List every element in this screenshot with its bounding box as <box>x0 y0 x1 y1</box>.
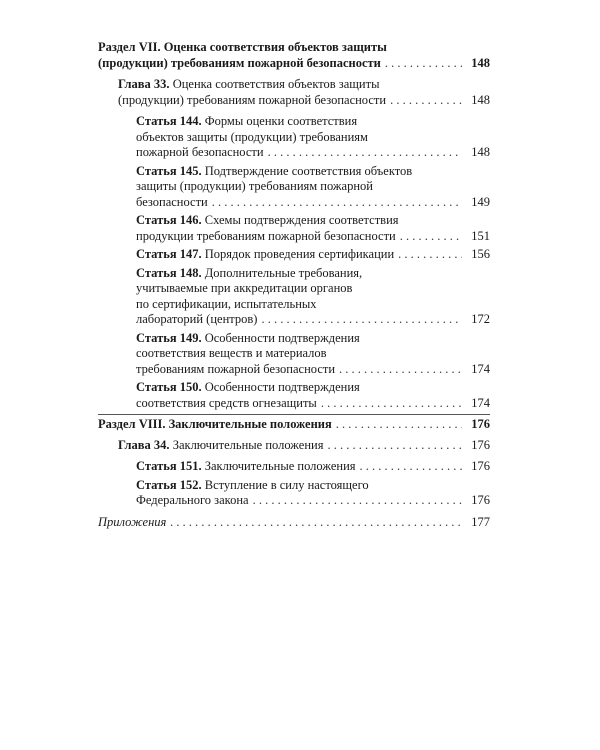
toc-entry-title: Порядок проведения сертификации <box>201 247 395 261</box>
toc-entry-line: учитываемые при аккредитации органов <box>136 281 353 295</box>
toc-entry-line: Особенности подтверждения <box>201 380 360 394</box>
toc-entry-title: (продукции) требованиям пожарной безопасности <box>98 55 381 70</box>
toc-page-number: 151 <box>471 228 490 243</box>
toc-entry-article-149[interactable] <box>98 331 490 378</box>
dot-leader <box>385 56 462 72</box>
toc-entry-article-152[interactable] <box>98 478 490 509</box>
table-of-contents <box>98 40 490 533</box>
dot-leader <box>336 417 462 433</box>
toc-page-number: 148 <box>471 145 490 159</box>
toc-page-number: 148 <box>471 92 490 107</box>
toc-entry-line: соответствия веществ и материалов <box>136 346 327 360</box>
toc-entry-head: Статья 145. <box>136 163 202 178</box>
toc-page-number: 148 <box>471 55 490 70</box>
dot-leader <box>398 247 462 263</box>
toc-entry-line: Дополнительные требования, <box>201 265 363 280</box>
toc-entry-section-7[interactable] <box>98 40 490 71</box>
toc-entry-line: защиты (продукции) требованиям пожарной <box>136 179 373 193</box>
toc-page-number: 149 <box>471 194 490 209</box>
toc-entry-article-144[interactable] <box>98 114 490 161</box>
toc-entry-line: по сертификации, испытательных <box>136 296 317 311</box>
dot-leader <box>321 396 462 412</box>
dot-leader <box>339 362 462 378</box>
toc-page-number: 176 <box>471 417 490 431</box>
dot-leader <box>212 195 462 211</box>
toc-page-number: 156 <box>471 247 490 261</box>
toc-entry-line: объектов защиты (продукции) требованиям <box>136 129 368 144</box>
toc-entry-article-145[interactable] <box>98 164 490 211</box>
toc-page-number: 172 <box>471 312 490 326</box>
toc-entry-chapter-34[interactable] <box>98 438 490 454</box>
toc-entry-line: Особенности подтверждения <box>201 330 360 345</box>
toc-entry-title: Приложения <box>98 514 167 529</box>
toc-entry-title: требованиям пожарной безопасности <box>136 361 336 376</box>
dot-leader <box>327 438 462 454</box>
toc-entry-head: Статья 152. <box>136 477 202 492</box>
dot-leader <box>360 459 462 475</box>
toc-entry-title: Федерального закона <box>136 493 249 507</box>
toc-entry-title: лабораторий (центров) <box>136 312 258 326</box>
dot-leader <box>170 515 462 531</box>
toc-page-number: 174 <box>471 395 490 410</box>
toc-entry-section-8[interactable] <box>98 414 490 433</box>
toc-entry-line: Вступление в силу настоящего <box>201 477 369 492</box>
toc-entry-head: Статья 144. <box>136 114 202 128</box>
toc-entry-title: Заключительные положения <box>169 437 324 452</box>
toc-entry-title: Заключительные положения <box>201 459 356 473</box>
toc-entry-article-150[interactable] <box>98 380 490 411</box>
toc-page-number: 177 <box>471 514 490 529</box>
toc-entry-title: Раздел VIII. Заключительные положения <box>98 417 332 431</box>
dot-leader <box>268 145 462 161</box>
toc-entry-head: Статья 146. <box>136 213 202 227</box>
toc-entry-head: Глава 34. <box>118 437 170 452</box>
toc-entry-line: Формы оценки соответствия <box>201 114 358 128</box>
toc-page-number: 176 <box>471 493 490 507</box>
toc-entry-article-151[interactable] <box>98 459 490 475</box>
toc-entry-head: Статья 147. <box>136 247 202 261</box>
toc-entry-article-147[interactable] <box>98 247 490 263</box>
toc-entry-line: Оценка соответствия объектов защиты <box>169 77 380 91</box>
toc-page-number: 176 <box>471 437 490 452</box>
dot-leader <box>390 93 462 109</box>
toc-entry-head: Статья 149. <box>136 330 202 345</box>
toc-entry-chapter-33[interactable] <box>98 77 490 108</box>
toc-entry-head: Глава 33. <box>118 77 170 91</box>
toc-entry-article-148[interactable] <box>98 266 490 328</box>
toc-entry-title: (продукции) требованиям пожарной безопасности <box>118 92 387 107</box>
dot-leader <box>400 229 462 245</box>
toc-entry-head: Статья 148. <box>136 265 202 280</box>
toc-page-number: 176 <box>471 459 490 473</box>
toc-entry-head: Статья 150. <box>136 380 202 394</box>
toc-entry-line: Подтверждение соответствия объектов <box>201 163 413 178</box>
dot-leader <box>261 312 462 328</box>
toc-entry-head: Статья 151. <box>136 459 202 473</box>
toc-page-number: 174 <box>471 361 490 376</box>
toc-entry-title: соответствия средств огнезащиты <box>136 395 317 410</box>
toc-entry-line: Схемы подтверждения соответствия <box>201 213 399 227</box>
toc-entry-line: Раздел VII. Оценка соответствия объектов защиты <box>98 40 387 54</box>
toc-entry-title: пожарной безопасности <box>136 145 264 159</box>
toc-entry-title: продукции требованиям пожарной безопасности <box>136 228 396 243</box>
toc-entry-article-146[interactable] <box>98 213 490 244</box>
toc-entry-title: безопасности <box>136 194 208 209</box>
dot-leader <box>253 493 462 509</box>
toc-entry-appendices[interactable] <box>98 515 490 531</box>
